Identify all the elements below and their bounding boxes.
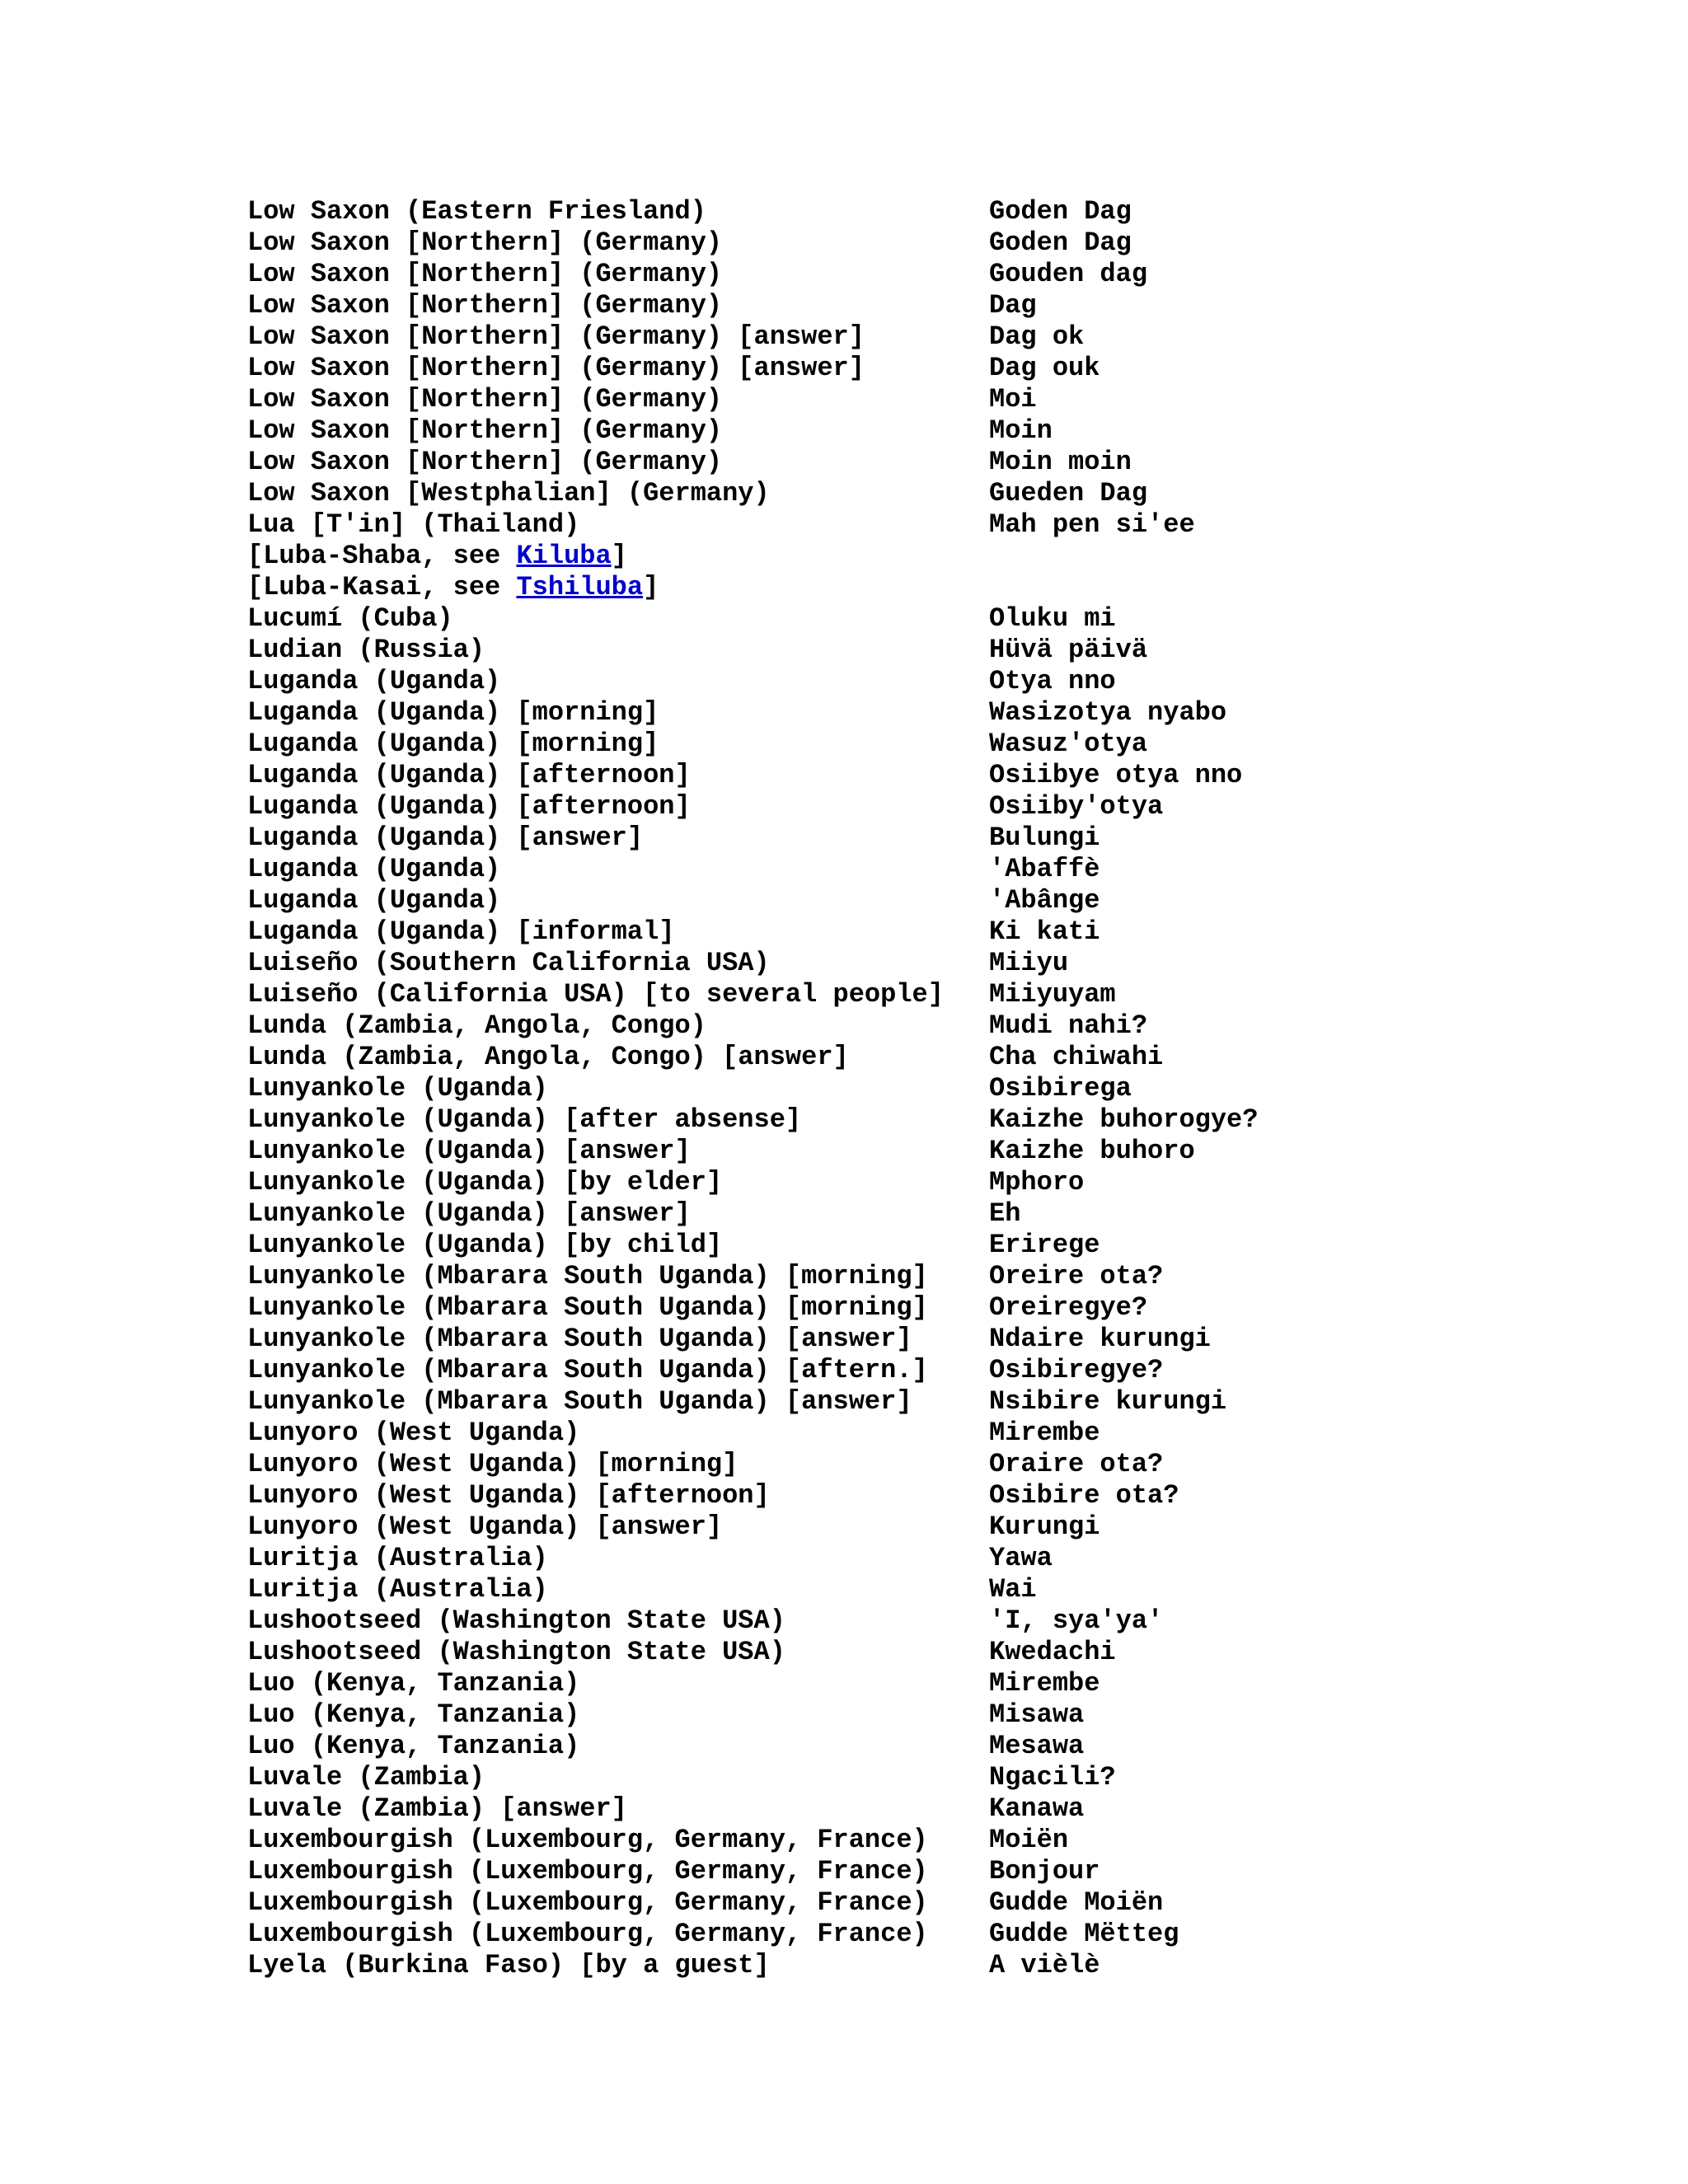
table-row bbox=[247, 415, 1648, 447]
language-name: Ludian (Russia) bbox=[247, 635, 485, 665]
table-row bbox=[247, 1198, 1648, 1230]
table-row bbox=[247, 1731, 1648, 1762]
greeting-text: Mesawa bbox=[989, 1731, 1085, 1761]
greeting-text: Kanawa bbox=[989, 1793, 1085, 1824]
table-row bbox=[247, 259, 1648, 290]
table-row bbox=[247, 697, 1648, 729]
table-row bbox=[247, 885, 1648, 916]
greeting-text: Mah pen si'ee bbox=[989, 509, 1195, 540]
table-row bbox=[247, 1042, 1648, 1073]
language-name: Luganda (Uganda) [answer] bbox=[247, 823, 644, 853]
table-row bbox=[247, 196, 1648, 227]
note-suffix: ] bbox=[643, 572, 659, 602]
table-row bbox=[247, 447, 1648, 478]
table-row bbox=[247, 384, 1648, 415]
table-row bbox=[247, 1073, 1648, 1104]
table-row bbox=[247, 1136, 1648, 1167]
table-row bbox=[247, 1699, 1648, 1731]
greeting-text: Miiyuyam bbox=[989, 979, 1116, 1010]
language-name: Lucumí (Cuba) bbox=[247, 603, 453, 634]
table-row bbox=[247, 1261, 1648, 1292]
language-name: Luvale (Zambia) bbox=[247, 1762, 485, 1793]
greeting-text: Kaizhe buhoro bbox=[989, 1136, 1195, 1166]
greeting-text: Nsibire kurungi bbox=[989, 1386, 1227, 1417]
language-name: Luxembourgish (Luxembourg, Germany, France) bbox=[247, 1919, 928, 1949]
cross-reference-note bbox=[247, 572, 1648, 603]
language-name: Lunyankole (Mbarara South Uganda) [answer] bbox=[247, 1386, 912, 1417]
greeting-text: Otya nno bbox=[989, 666, 1116, 696]
greeting-text: Misawa bbox=[989, 1699, 1085, 1730]
table-row bbox=[247, 1543, 1648, 1574]
language-name: Lunyankole (Mbarara South Uganda) [morning] bbox=[247, 1292, 928, 1323]
language-name: Luo (Kenya, Tanzania) bbox=[247, 1699, 580, 1730]
greeting-text: Osibire ota? bbox=[989, 1480, 1179, 1511]
language-name: Luganda (Uganda) [morning] bbox=[247, 729, 659, 759]
greeting-text: Osibiregye? bbox=[989, 1355, 1164, 1385]
greeting-text: Moiën bbox=[989, 1825, 1069, 1855]
greeting-text: Oraire ota? bbox=[989, 1449, 1164, 1479]
table-row bbox=[247, 603, 1648, 635]
language-name: Lunyankole (Mbarara South Uganda) [answer] bbox=[247, 1324, 912, 1354]
language-name: Lunyoro (West Uganda) bbox=[247, 1418, 580, 1448]
greeting-text: Dag ouk bbox=[989, 353, 1100, 383]
greeting-text: Ndaire kurungi bbox=[989, 1324, 1211, 1354]
language-name: Low Saxon [Northern] (Germany) bbox=[247, 447, 723, 477]
language-name: Luxembourgish (Luxembourg, Germany, France) bbox=[247, 1825, 928, 1855]
greeting-text: Dag bbox=[989, 290, 1037, 321]
language-name: Luganda (Uganda) bbox=[247, 666, 501, 696]
greeting-text: Gudde Mëtteg bbox=[989, 1919, 1179, 1949]
table-row bbox=[247, 1104, 1648, 1136]
language-name: Low Saxon (Eastern Friesland) bbox=[247, 196, 706, 227]
table-row bbox=[247, 1637, 1648, 1668]
language-name: Lunyankole (Uganda) [by child] bbox=[247, 1230, 723, 1260]
greeting-text: Bulungi bbox=[989, 823, 1100, 853]
greeting-text: Goden Dag bbox=[989, 196, 1132, 227]
table-row bbox=[247, 509, 1648, 541]
greeting-text: Osibirega bbox=[989, 1073, 1132, 1104]
note-prefix: [Luba-Shaba, see bbox=[247, 541, 517, 571]
table-row bbox=[247, 1010, 1648, 1042]
table-row bbox=[247, 227, 1648, 259]
table-row bbox=[247, 1355, 1648, 1386]
language-name: Low Saxon [Northern] (Germany) [answer] bbox=[247, 321, 865, 352]
language-name: Low Saxon [Westphalian] (Germany) bbox=[247, 478, 770, 509]
greeting-text: Cha chiwahi bbox=[989, 1042, 1164, 1072]
language-name: Low Saxon [Northern] (Germany) bbox=[247, 384, 723, 415]
table-row bbox=[247, 1418, 1648, 1449]
greeting-text: Goden Dag bbox=[989, 227, 1132, 258]
greeting-text: 'I, sya'ya' bbox=[989, 1605, 1164, 1636]
table-row bbox=[247, 1887, 1648, 1919]
greeting-text: Mirembe bbox=[989, 1668, 1100, 1699]
language-name: Luganda (Uganda) bbox=[247, 885, 501, 916]
language-name: Lunyoro (West Uganda) [morning] bbox=[247, 1449, 738, 1479]
table-row bbox=[247, 1668, 1648, 1699]
table-row bbox=[247, 1605, 1648, 1637]
table-row bbox=[247, 1292, 1648, 1324]
table-row bbox=[247, 635, 1648, 666]
table-row bbox=[247, 1167, 1648, 1198]
table-row bbox=[247, 791, 1648, 823]
language-name: Lunda (Zambia, Angola, Congo) [answer] bbox=[247, 1042, 849, 1072]
language-name: Lunyankole (Uganda) [answer] bbox=[247, 1198, 691, 1229]
language-name: Luganda (Uganda) [afternoon] bbox=[247, 760, 691, 790]
language-name: Luganda (Uganda) [informal] bbox=[247, 916, 675, 947]
tshiluba-link[interactable]: Tshiluba bbox=[516, 572, 644, 602]
greeting-text: Wasizotya nyabo bbox=[989, 697, 1227, 728]
greeting-text: Kwedachi bbox=[989, 1637, 1116, 1667]
table-row bbox=[247, 1825, 1648, 1856]
table-row bbox=[247, 321, 1648, 353]
table-row bbox=[247, 1324, 1648, 1355]
table-row bbox=[247, 1511, 1648, 1543]
language-name: Lunyankole (Uganda) [by elder] bbox=[247, 1167, 723, 1197]
table-row bbox=[247, 1449, 1648, 1480]
language-name: Luritja (Australia) bbox=[247, 1543, 548, 1573]
table-row bbox=[247, 353, 1648, 384]
greeting-text: Oreiregye? bbox=[989, 1292, 1148, 1323]
language-name: Low Saxon [Northern] (Germany) bbox=[247, 227, 723, 258]
note-suffix: ] bbox=[611, 541, 627, 571]
greeting-text: Gouden dag bbox=[989, 259, 1148, 289]
table-row bbox=[247, 290, 1648, 321]
language-name: Luiseño (California USA) [to several people] bbox=[247, 979, 944, 1010]
language-name: Luganda (Uganda) bbox=[247, 854, 501, 884]
language-name: Luxembourgish (Luxembourg, Germany, France) bbox=[247, 1887, 928, 1918]
language-name: Lunyoro (West Uganda) [answer] bbox=[247, 1511, 723, 1542]
cross-reference-note bbox=[247, 541, 1648, 572]
greeting-text: Osiibye otya nno bbox=[989, 760, 1243, 790]
greeting-text: Kurungi bbox=[989, 1511, 1100, 1542]
greeting-text: Moin moin bbox=[989, 447, 1132, 477]
table-row bbox=[247, 1574, 1648, 1605]
greeting-text: Ngacili? bbox=[989, 1762, 1116, 1793]
language-name: Lyela (Burkina Faso) [by a guest] bbox=[247, 1950, 770, 1980]
table-row bbox=[247, 948, 1648, 979]
language-name: Lua [T'in] (Thailand) bbox=[247, 509, 580, 540]
note-prefix: [Luba-Kasai, see bbox=[247, 572, 517, 602]
greeting-text: Dag ok bbox=[989, 321, 1085, 352]
language-name: Lushootseed (Washington State USA) bbox=[247, 1605, 785, 1636]
greeting-text: Osiiby'otya bbox=[989, 791, 1164, 822]
language-name: Luo (Kenya, Tanzania) bbox=[247, 1668, 580, 1699]
greeting-text: Bonjour bbox=[989, 1856, 1100, 1886]
table-row bbox=[247, 1230, 1648, 1261]
language-name: Lunyankole (Uganda) [after absense] bbox=[247, 1104, 802, 1135]
table-row bbox=[247, 729, 1648, 760]
language-name: Low Saxon [Northern] (Germany) bbox=[247, 415, 723, 446]
language-name: Luiseño (Southern California USA) bbox=[247, 948, 770, 978]
table-row bbox=[247, 1856, 1648, 1887]
language-name: Luo (Kenya, Tanzania) bbox=[247, 1731, 580, 1761]
greeting-text: Gudde Moiën bbox=[989, 1887, 1164, 1918]
greeting-text: Oreire ota? bbox=[989, 1261, 1164, 1291]
language-name: Luganda (Uganda) [afternoon] bbox=[247, 791, 691, 822]
greeting-text: Hüvä päivä bbox=[989, 635, 1148, 665]
table-row bbox=[247, 854, 1648, 885]
language-name: Lunyankole (Uganda) [answer] bbox=[247, 1136, 691, 1166]
language-name: Lunda (Zambia, Angola, Congo) bbox=[247, 1010, 706, 1041]
language-name: Luxembourgish (Luxembourg, Germany, France) bbox=[247, 1856, 928, 1886]
language-name: Lushootseed (Washington State USA) bbox=[247, 1637, 785, 1667]
table-row bbox=[247, 1919, 1648, 1950]
language-name: Luganda (Uganda) [morning] bbox=[247, 697, 659, 728]
greeting-text: Mirembe bbox=[989, 1418, 1100, 1448]
language-name: Luvale (Zambia) [answer] bbox=[247, 1793, 627, 1824]
table-row bbox=[247, 979, 1648, 1010]
language-name: Low Saxon [Northern] (Germany) bbox=[247, 259, 723, 289]
greeting-text: Miiyu bbox=[989, 948, 1069, 978]
table-row bbox=[247, 666, 1648, 697]
language-name: Low Saxon [Northern] (Germany) bbox=[247, 290, 723, 321]
greeting-text: Yawa bbox=[989, 1543, 1053, 1573]
table-row bbox=[247, 1793, 1648, 1825]
greeting-text: Kaizhe buhorogye? bbox=[989, 1104, 1259, 1135]
greeting-text: Gueden Dag bbox=[989, 478, 1148, 509]
table-row bbox=[247, 823, 1648, 854]
greeting-text: Mphoro bbox=[989, 1167, 1085, 1197]
table-row bbox=[247, 1480, 1648, 1511]
greeting-text: 'Abaffè bbox=[989, 854, 1100, 884]
kiluba-link[interactable]: Kiluba bbox=[516, 541, 612, 571]
language-name: Low Saxon [Northern] (Germany) [answer] bbox=[247, 353, 865, 383]
greeting-text: Moi bbox=[989, 384, 1037, 415]
language-name: Lunyankole (Mbarara South Uganda) [morning] bbox=[247, 1261, 928, 1291]
table-row bbox=[247, 760, 1648, 791]
greeting-text: Wasuz'otya bbox=[989, 729, 1148, 759]
greeting-text: Moin bbox=[989, 415, 1053, 446]
language-name: Luritja (Australia) bbox=[247, 1574, 548, 1605]
greeting-text: Wai bbox=[989, 1574, 1037, 1605]
language-name: Lunyankole (Uganda) bbox=[247, 1073, 548, 1104]
greeting-text: Ki kati bbox=[989, 916, 1100, 947]
greeting-text: Mudi nahi? bbox=[989, 1010, 1148, 1041]
table-row bbox=[247, 478, 1648, 509]
table-row bbox=[247, 1386, 1648, 1418]
language-name: Lunyankole (Mbarara South Uganda) [aftern.] bbox=[247, 1355, 928, 1385]
table-row bbox=[247, 1762, 1648, 1793]
greeting-text: Oluku mi bbox=[989, 603, 1116, 634]
greeting-text: Erirege bbox=[989, 1230, 1100, 1260]
table-row bbox=[247, 1950, 1648, 1981]
table-row bbox=[247, 916, 1648, 948]
greetings-list bbox=[247, 196, 1648, 1981]
greeting-text: A vièlè bbox=[989, 1950, 1100, 1980]
language-name: Lunyoro (West Uganda) [afternoon] bbox=[247, 1480, 770, 1511]
greeting-text: Eh bbox=[989, 1198, 1021, 1229]
greeting-text: 'Abânge bbox=[989, 885, 1100, 916]
